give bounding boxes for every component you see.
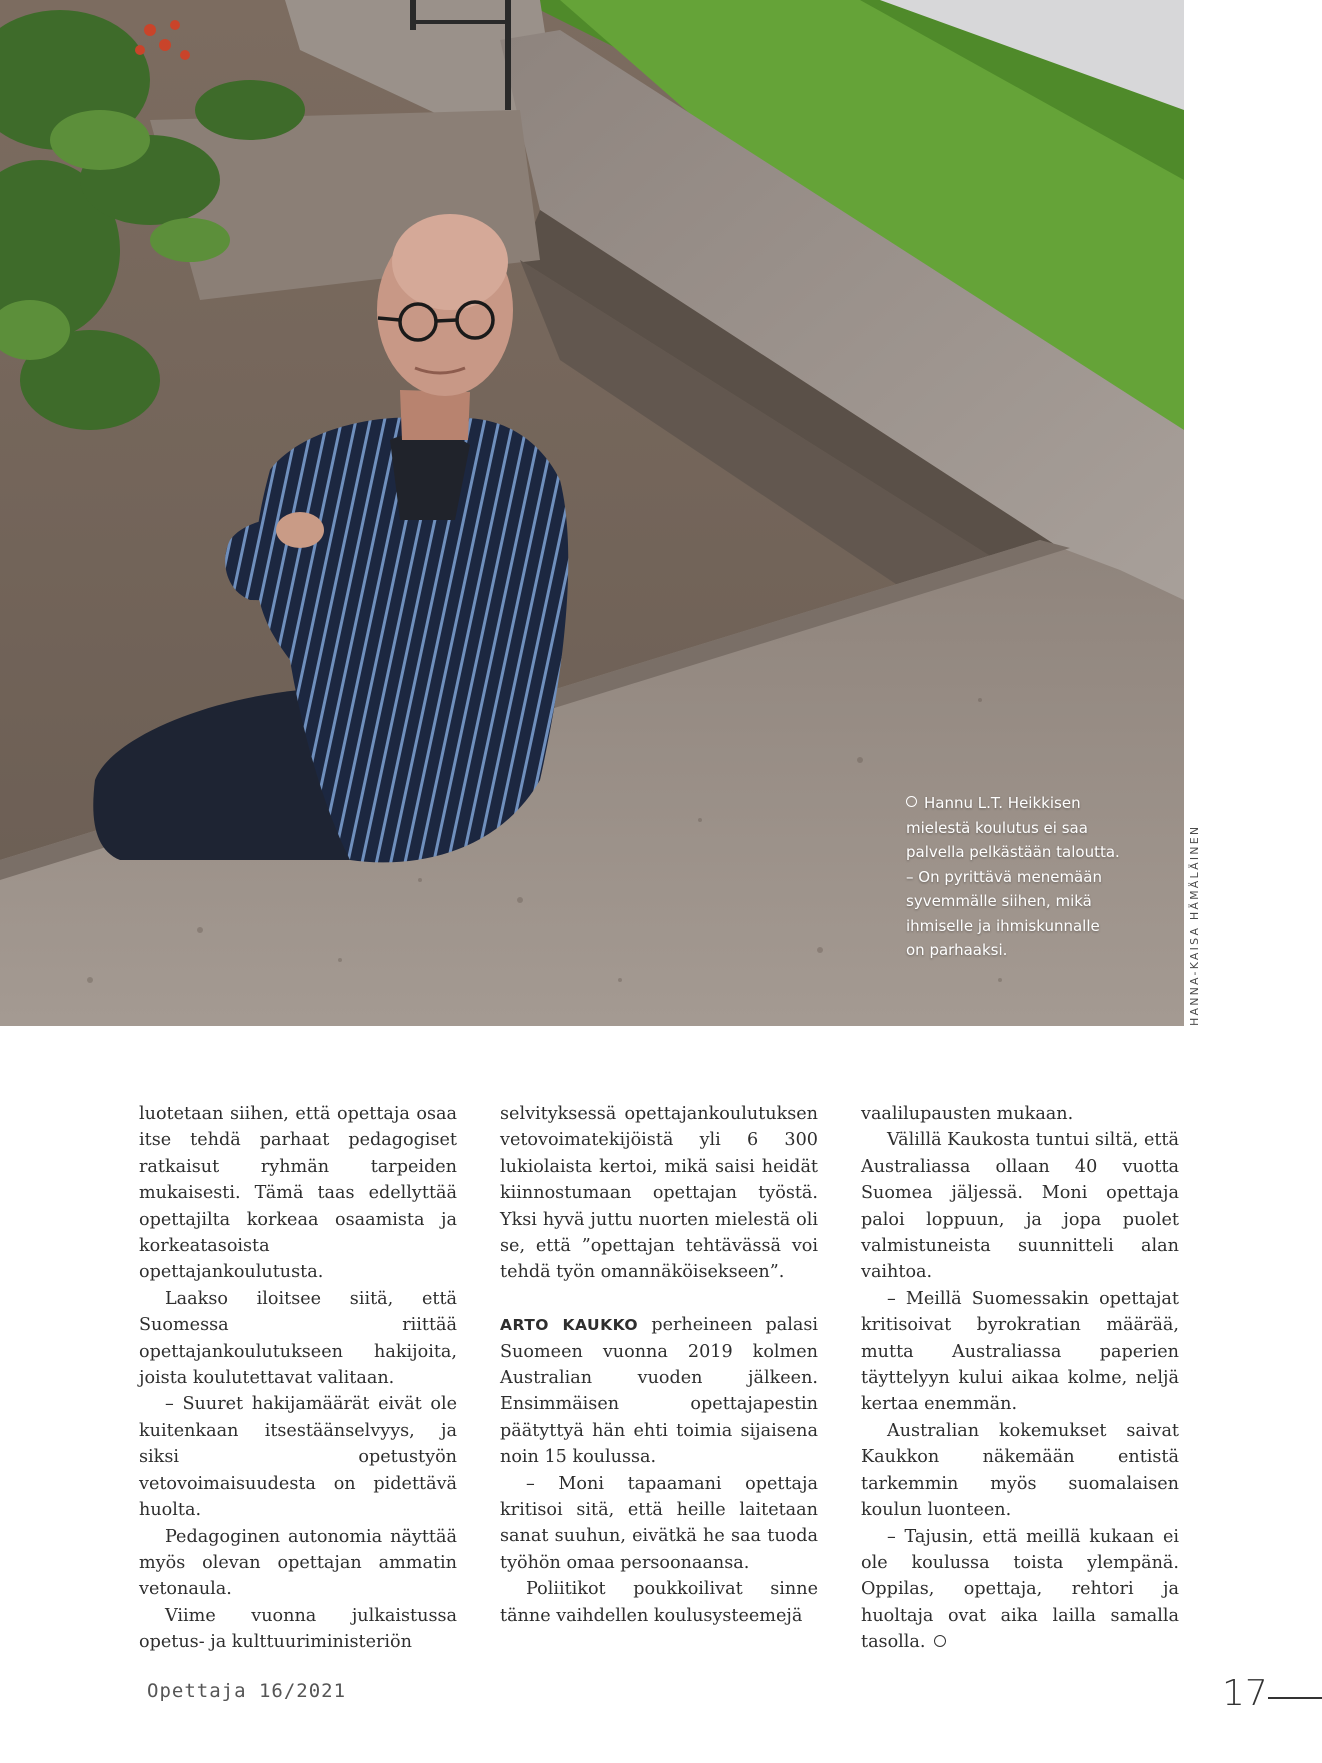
paragraph: vaalilupausten mukaan. [861, 1104, 1074, 1124]
text-column-3 [861, 1101, 1179, 1656]
publication-footer: Opettaja 16/2021 [147, 1680, 347, 1702]
paragraph: Välillä Kaukosta tuntui siltä, että Australiassa ollaan 40 vuotta Suomea jäljessä. Moni opettaja paloi loppuun, ja jopa puolet valmistuneista suunnitteli alan vaihtoa. [861, 1130, 1179, 1283]
paragraph: Viime vuonna julkaistussa opetus- ja kulttuuriministeriön [139, 1605, 457, 1653]
text-column-1 [139, 1101, 457, 1656]
paragraph: Pedagoginen autonomia näyttää myös olevan opettajan ammatin vetonaula. [139, 1526, 457, 1600]
paragraph: – Meillä Suomessakin opettajat kritisoivat byrokratian määrää, mutta Australiassa paperien täyttelyyn kului aikaa kolme, neljä kertaa enemmän. [861, 1288, 1179, 1415]
end-mark-icon [934, 1635, 946, 1647]
page-number: 17 [1222, 1673, 1268, 1714]
paragraph-with-lead: ARTO KAUKKO perheineen palasi Suomeen vuonna 2019 kolmen Australian vuoden jälkeen. Ensimmäisen opettajapestin päätyttyä hän ehti toimia sijaisena noin 15 koulussa. [500, 1315, 819, 1468]
paragraph: Poliitikot poukkoilivat sinne tänne vaihdellen koulusysteemejä [500, 1579, 818, 1626]
paragraph: – Suuret hakijamäärät eivät ole kuitenkaan itsestäänselvyys, ja siksi opetustyön vetovoimaisuudesta on pidettävä huolta. [139, 1394, 457, 1521]
paragraph: Australian kokemukset saivat Kaukkon näkemään entistä tarkemmin myös suomalaisen koulun luonteen. [861, 1420, 1179, 1521]
paragraph: luotetaan siihen, että opettaja osaa itse tehdä parhaat pedagogiset ratkaisut ryhmän tarpeiden mukaisesti. Tämä taas edellyttää opettajilta korkeaa osaamista ja korkeatasoista opettajankoulutusta. [139, 1104, 457, 1283]
photo-credit: HANNA-KAISA HÄMÄLÄINEN [1188, 824, 1201, 1026]
circle-bullet-icon [906, 796, 917, 807]
lead-in-name: ARTO KAUKKO [500, 1316, 639, 1335]
paragraph: Laakso iloitsee siitä, että Suomessa riittää opettajankoulutukseen hakijoita, joista koulutettavat valitaan. [139, 1288, 457, 1389]
paragraph-final: – Tajusin, että meillä kukaan ei ole koulussa toista ylempänä. Oppilas, opettaja, rehtori ja huoltaja ovat aika lailla samalla tasolla. [861, 1526, 1179, 1653]
text-column-2 [500, 1101, 818, 1629]
page-number-rule [1268, 1697, 1322, 1699]
paragraph: – Moni tapaamani opettaja kritisoi sitä, että heille laitetaan sanat suuhun, eivätkä he saa tuoda työhön omaa persoonaansa. [500, 1473, 818, 1573]
photo-caption: Hannu L.T. Heikkisen mielestä koulutus ei saa palvella pelkästään taloutta. – On pyrittävä menemään syvemmälle siihen, mikä ihmiselle ja ihmiskunnalle on parhaaksi. [906, 794, 1120, 959]
paragraph: selvityksessä opettajankoulutuksen vetovoimatekijöistä yli 6 300 lukiolaista kertoi, mikä saisi heidät kiinnostumaan opettajan työstä. Yksi hyvä juttu nuorten mielestä oli se, että ”opettajan tehtävässä voi tehdä työn omannäköisekseen”. [500, 1104, 818, 1283]
